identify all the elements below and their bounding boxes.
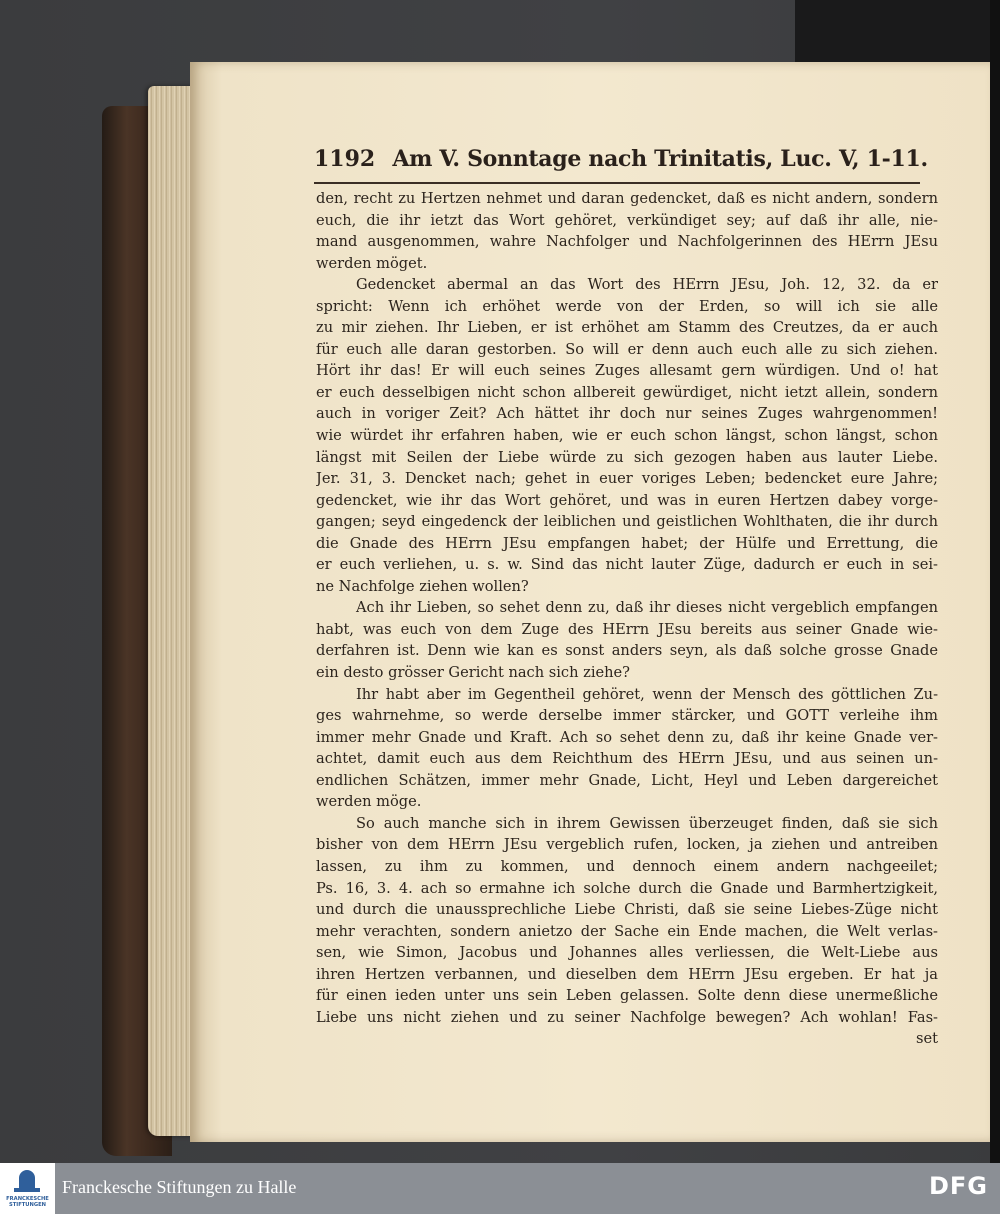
text-line: derfahren ist. Denn wie kan es sonst anders seyn, als daß solche grosse Gnade bbox=[316, 642, 938, 660]
page-edges bbox=[148, 86, 196, 1136]
text-line: er euch verliehen, u. s. w. Sind das nicht lauter Züge, dadurch er euch in sei- bbox=[316, 556, 938, 574]
text-line: lassen, zu ihm zu kommen, und dennoch einem andern nachgeeilet; bbox=[316, 857, 938, 875]
text-line: gangen; seyd eingedenck der leiblichen und geistlichen Wohlthaten, die ihr durch bbox=[316, 513, 938, 531]
text-line: bisher von dem HErrn JEsu vergeblich rufen, locken, ja ziehen und antreiben bbox=[316, 836, 938, 854]
text-line: für euch alle daran gestorben. So will er denn auch euch alle zu sich ziehen. bbox=[316, 340, 938, 358]
text-line: ges wahrnehme, so werde derselbe immer stärcker, und GOTT verleihe ihm bbox=[316, 707, 938, 725]
page-header bbox=[314, 146, 934, 186]
text-line: habt, was euch von dem Zuge des HErrn JEsu bereits aus seiner Gnade wie- bbox=[316, 620, 938, 638]
text-line: Liebe uns nicht ziehen und zu seiner Nachfolge bewegen? Ach wohlan! Fas- bbox=[316, 1008, 938, 1026]
text-line: Ps. 16, 3. 4. ach so ermahne ich solche durch die Gnade und Barmhertzigkeit, bbox=[316, 879, 938, 897]
header-rule bbox=[314, 182, 920, 184]
page-number: 1192 bbox=[314, 146, 376, 172]
text-line: längst mit Seilen der Liebe würde zu sich gezogen haben aus lauter Liebe. bbox=[316, 448, 938, 466]
running-title: Am V. Sonntage nach Trinitatis, Luc. V, 1-11. bbox=[392, 146, 928, 172]
text-line: den, recht zu Hertzen nehmet und daran gedencket, daß es nicht andern, sondern bbox=[316, 190, 938, 207]
text-line: euch, die ihr ietzt das Wort gehöret, verkündiget sey; auf daß ihr alle, nie- bbox=[316, 211, 938, 229]
building-icon bbox=[19, 1170, 35, 1192]
institution-name: Franckesche Stiftungen zu Halle bbox=[62, 1177, 297, 1197]
logo-text: FRANCKESCHE STIFTUNGEN bbox=[6, 1196, 49, 1208]
text-line: mand ausgenommen, wahre Nachfolger und Nachfolgerinnen des HErrn JEsu bbox=[316, 233, 938, 251]
text-line: achtet, damit euch aus dem Reichthum des HErrn JEsu, und aus seinen un- bbox=[316, 750, 938, 768]
background-strip-right bbox=[990, 0, 1000, 1163]
text-line: die Gnade des HErrn JEsu empfangen habet; der Hülfe und Errettung, die bbox=[316, 534, 938, 552]
text-line: ihren Hertzen verbannen, und dieselben dem HErrn JEsu ergeben. Er hat ja bbox=[316, 965, 938, 983]
text-line: und durch die unaussprechliche Liebe Christi, daß sie seine Liebes-Züge nicht bbox=[316, 901, 938, 919]
text-line: endlichen Schätzen, immer mehr Gnade, Licht, Heyl und Leben dargereichet bbox=[316, 771, 938, 789]
text-line: Ihr habt aber im Gegentheil gehöret, wenn der Mensch des göttlichen Zu- bbox=[356, 685, 938, 703]
text-line: So auch manche sich in ihrem Gewissen überzeuget finden, daß sie sich bbox=[356, 814, 938, 832]
text-line: ne Nachfolge ziehen wollen? bbox=[316, 577, 529, 595]
background-strip bbox=[795, 0, 1000, 62]
catchword: set bbox=[916, 1030, 938, 1048]
text-line: ein desto grösser Gericht nach sich ziehe? bbox=[316, 664, 630, 682]
text-line: werden möge. bbox=[316, 793, 422, 811]
text-line: sen, wie Simon, Jacobus und Johannes alles verliessen, die Welt-Liebe aus bbox=[316, 944, 938, 962]
text-line: gedencket, wie ihr das Wort gehöret, und was in euren Hertzen dabey vorge- bbox=[316, 491, 938, 509]
text-line: Hört ihr das! Er will euch seines Zuges allesamt gern würdigen. Und o! hat bbox=[316, 362, 938, 380]
text-line: zu mir ziehen. Ihr Lieben, er ist erhöhet am Stamm des Creutzes, da er auch bbox=[316, 319, 938, 337]
text-line: auch in voriger Zeit? Ach hättet ihr doch nur seines Zuges wahrgenommen! bbox=[316, 405, 938, 423]
dfg-logo[interactable]: DFG bbox=[928, 1172, 988, 1200]
text-line: für einen ieden unter uns sein Leben gelassen. Solte denn diese unermeßliche bbox=[316, 987, 938, 1005]
text-line: immer mehr Gnade und Kraft. Ach so sehet denn zu, daß ihr keine Gnade ver- bbox=[316, 728, 938, 746]
text-line: werden möget. bbox=[316, 254, 428, 272]
text-line: spricht: Wenn ich erhöhet werde von der Erden, so will ich sie alle bbox=[316, 297, 938, 315]
text-line: mehr verachten, sondern anietzo der Sache ein Ende machen, die Welt verlas- bbox=[316, 922, 938, 940]
institution-logo[interactable] bbox=[0, 1163, 55, 1214]
text-line: er euch desselbigen nicht schon allbereit gewürdiget, nicht ietzt allein, sondern bbox=[316, 383, 938, 401]
text-line: Ach ihr Lieben, so sehet denn zu, daß ihr dieses nicht vergeblich empfangen bbox=[356, 599, 938, 617]
text-line: wie würdet ihr erfahren haben, wie er euch schon längst, schon längst, schon bbox=[316, 427, 938, 445]
text-line: Jer. 31, 3. Dencket nach; gehet in euer voriges Leben; bedencket eure Jahre; bbox=[316, 470, 938, 488]
body-text bbox=[316, 188, 938, 1050]
text-line: Gedencket abermal an das Wort des HErrn JEsu, Joh. 12, 32. da er bbox=[356, 276, 938, 294]
